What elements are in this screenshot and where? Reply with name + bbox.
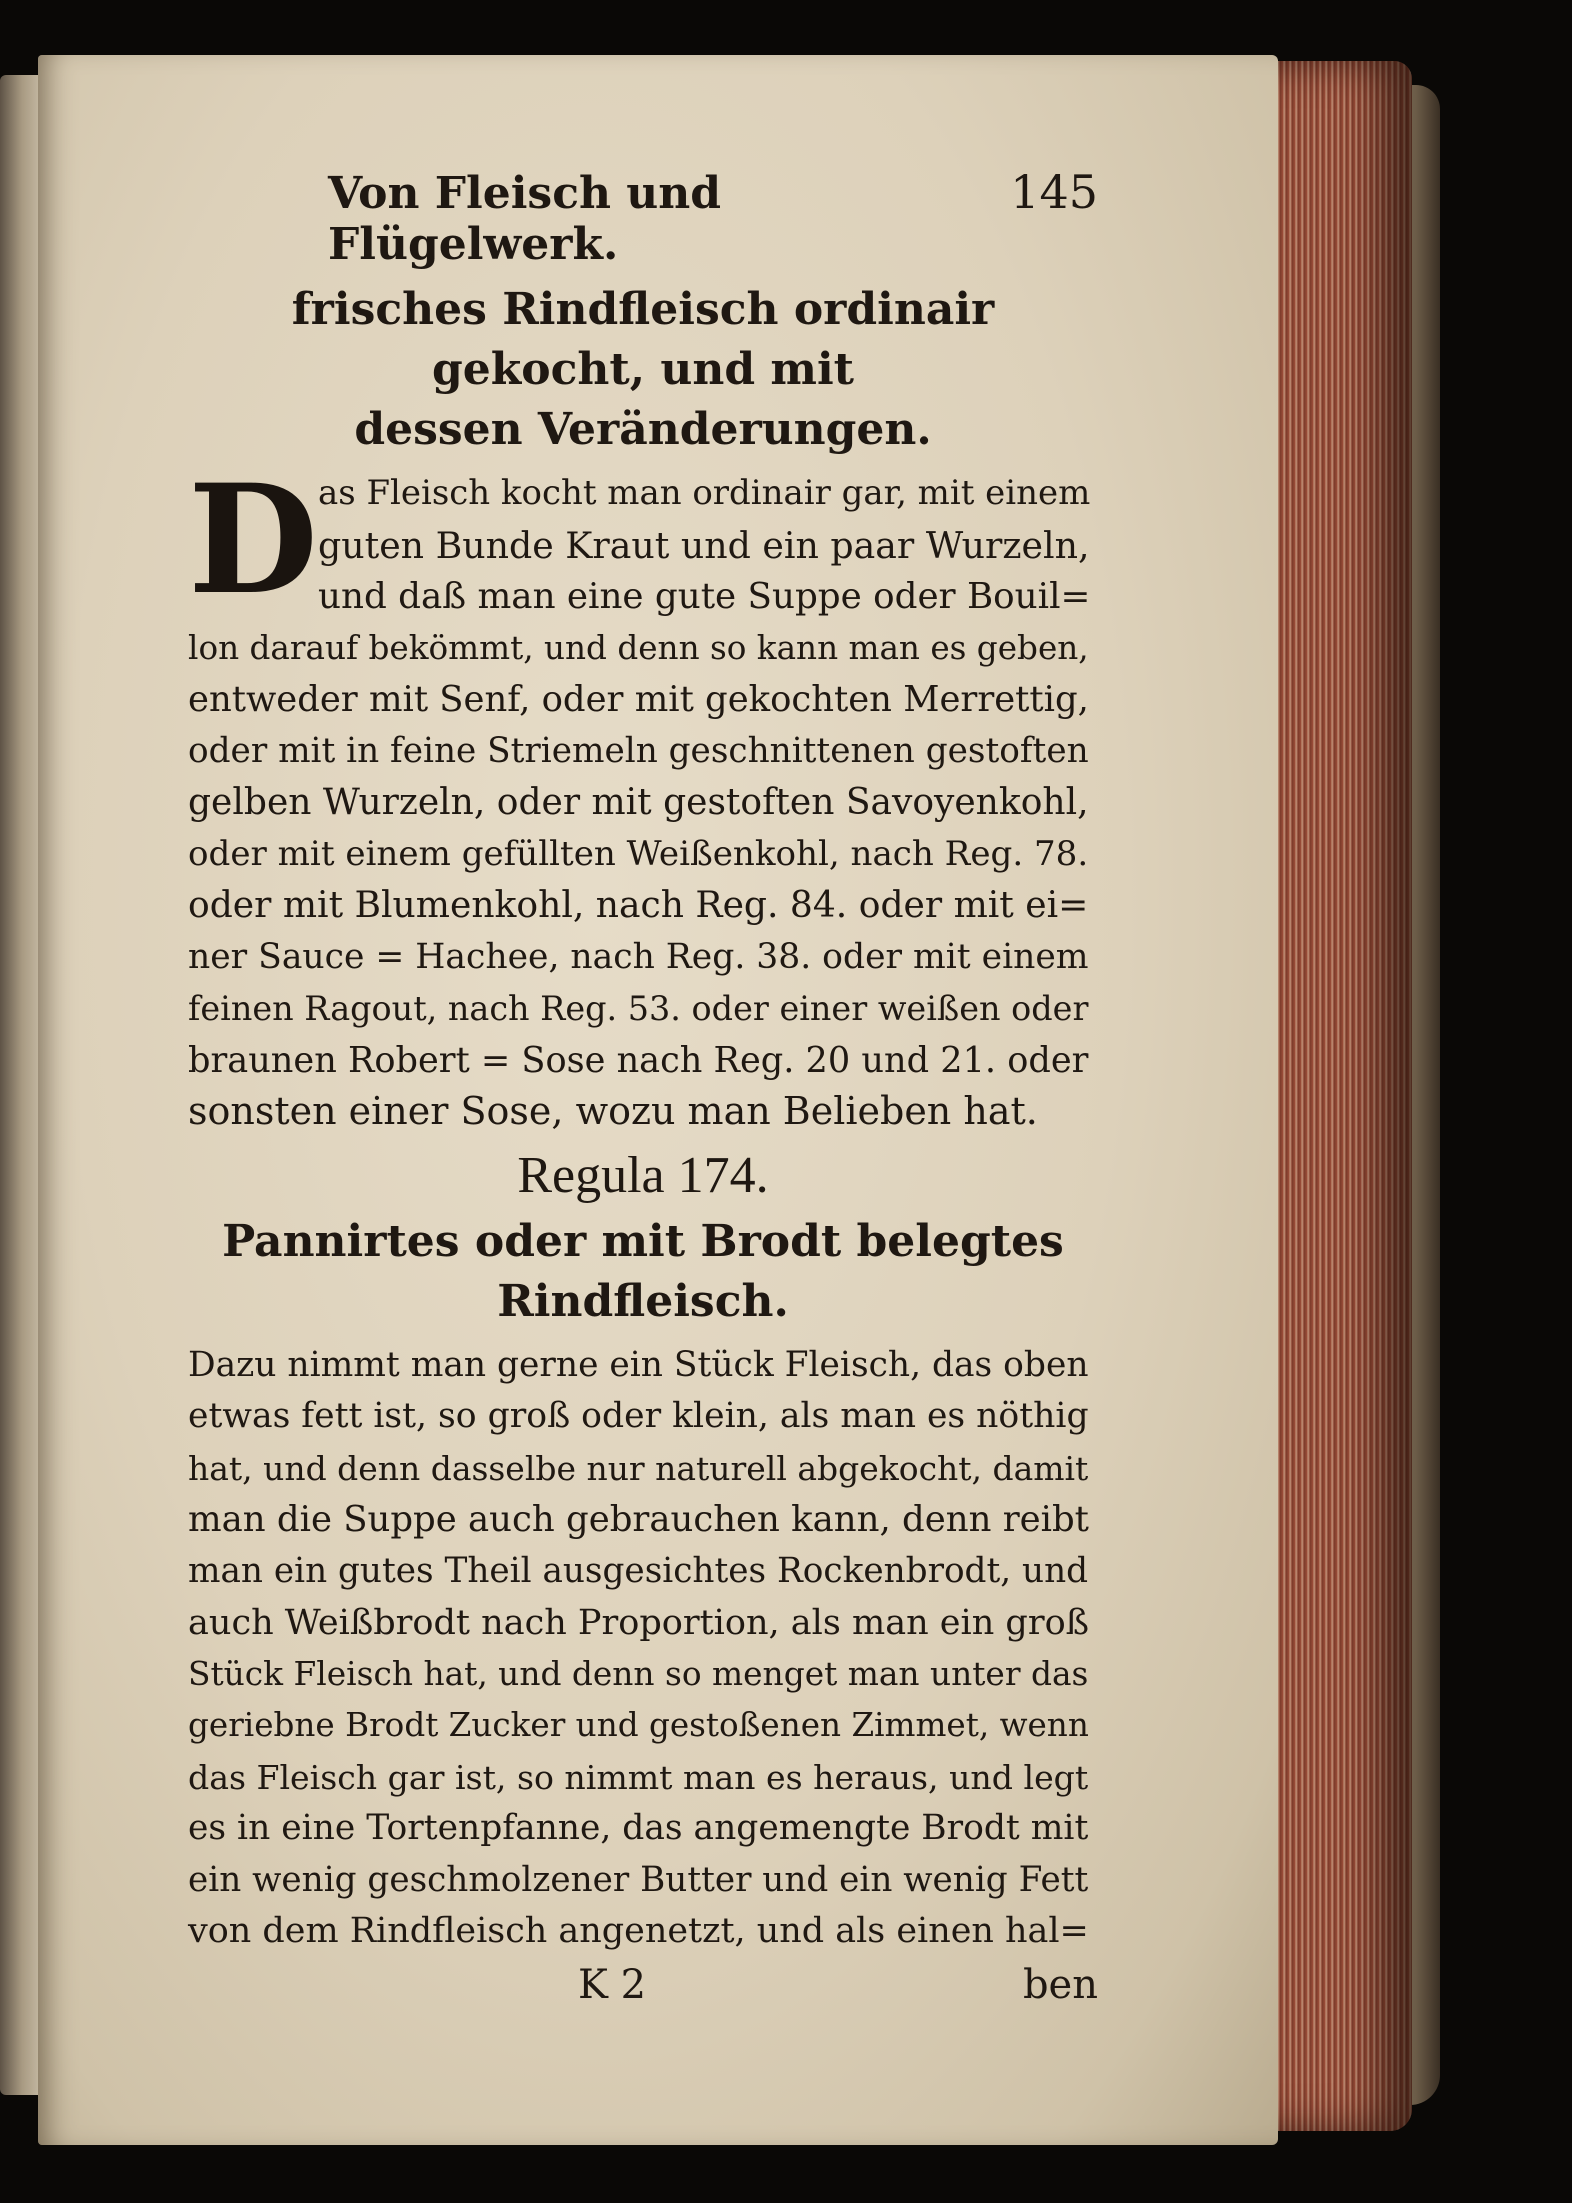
page-fore-edge	[1262, 61, 1412, 2131]
text-line: entweder mit Senf, oder mit gekochten Merrettig,	[188, 679, 1089, 720]
text-line: oder mit Blumenkohl, nach Reg. 84. oder mit ei=	[188, 884, 1089, 926]
title-line: frisches Rindfleisch ordinair gekocht, und mit	[291, 284, 995, 395]
text-line: es in eine Tortenpfanne, das angemengte Brodt mit	[188, 1808, 1089, 1848]
paragraph-1	[188, 452, 1098, 1138]
running-head: Von Fleisch und Flügelwerk.	[328, 168, 722, 270]
page-footer	[188, 1962, 1098, 2008]
text-line: lon darauf bekömmt, und denn so kann man es geben,	[188, 628, 1089, 667]
text-line: Dazu nimmt man gerne ein Stück Fleisch, das oben	[188, 1344, 1089, 1385]
text-block	[188, 165, 1098, 2008]
paragraph-2	[188, 1340, 1098, 1958]
text-line: feinen Ragout, nach Reg. 53. oder einer weißen oder	[188, 989, 1089, 1028]
text-line: geriebne Brodt Zucker und gestoßenen Zimmet, wenn	[188, 1706, 1089, 1744]
text-line: ein wenig geschmolzener Butter und ein wenig Fett	[188, 1859, 1089, 1900]
text-line: sonsten einer Sose, wozu man Belieben hat.	[188, 1089, 1038, 1133]
text-line: und daß man eine gute Suppe oder Bouil=	[318, 576, 1091, 617]
signature-mark: K 2	[578, 1961, 647, 2008]
text-line: oder mit einem gefüllten Weißenkohl, nach Reg. 78.	[188, 833, 1089, 874]
text-line: auch Weißbrodt nach Proportion, als man ein groß	[188, 1602, 1090, 1643]
text-line: ner Sauce = Hachee, nach Reg. 38. oder mit einem	[188, 936, 1089, 977]
text-line: as Fleisch kocht man ordinair gar, mit einem	[318, 473, 1091, 513]
text-line: oder mit in feine Striemeln geschnittenen gestoften	[188, 730, 1089, 771]
catchword: ben	[1022, 1961, 1098, 2008]
page-number: 145	[1010, 165, 1098, 219]
text-line: man ein gutes Theil ausgesichtes Rockenbrodt, und	[188, 1550, 1089, 1591]
text-line: man die Suppe auch gebrauchen kann, denn reibt	[188, 1499, 1089, 1540]
section-title-2	[188, 1212, 1098, 1332]
title-line: dessen Veränderungen.	[354, 404, 932, 455]
running-header	[328, 165, 1098, 270]
text-line: das Fleisch gar ist, so nimmt man es heraus, und legt	[188, 1757, 1089, 1797]
text-line: gelben Wurzeln, oder mit gestoften Savoyenkohl,	[188, 782, 1089, 823]
section-title-1	[188, 280, 1098, 460]
text-line: braunen Robert = Sose nach Reg. 20 und 21. oder	[188, 1039, 1089, 1081]
title-line: Pannirtes oder mit Brodt belegtes	[222, 1215, 1064, 1267]
text-line: von dem Rindfleisch angenetzt, und als einen hal=	[188, 1911, 1089, 1951]
text-line: hat, und denn dasselbe nur naturell abgekocht, damit	[188, 1448, 1089, 1488]
title-line: Rindfleisch.	[497, 1275, 789, 1327]
text-line: Stück Fleisch hat, und denn so menget man unter das	[188, 1654, 1089, 1693]
regula-heading: Regula 174.	[517, 1146, 769, 1204]
book	[0, 55, 1450, 2145]
book-page	[38, 55, 1278, 2145]
drop-cap: D	[188, 452, 319, 628]
text-line: etwas fett ist, so groß oder klein, als man es nöthig	[188, 1396, 1089, 1436]
text-line: guten Bunde Kraut und ein paar Wurzeln,	[318, 523, 1090, 567]
